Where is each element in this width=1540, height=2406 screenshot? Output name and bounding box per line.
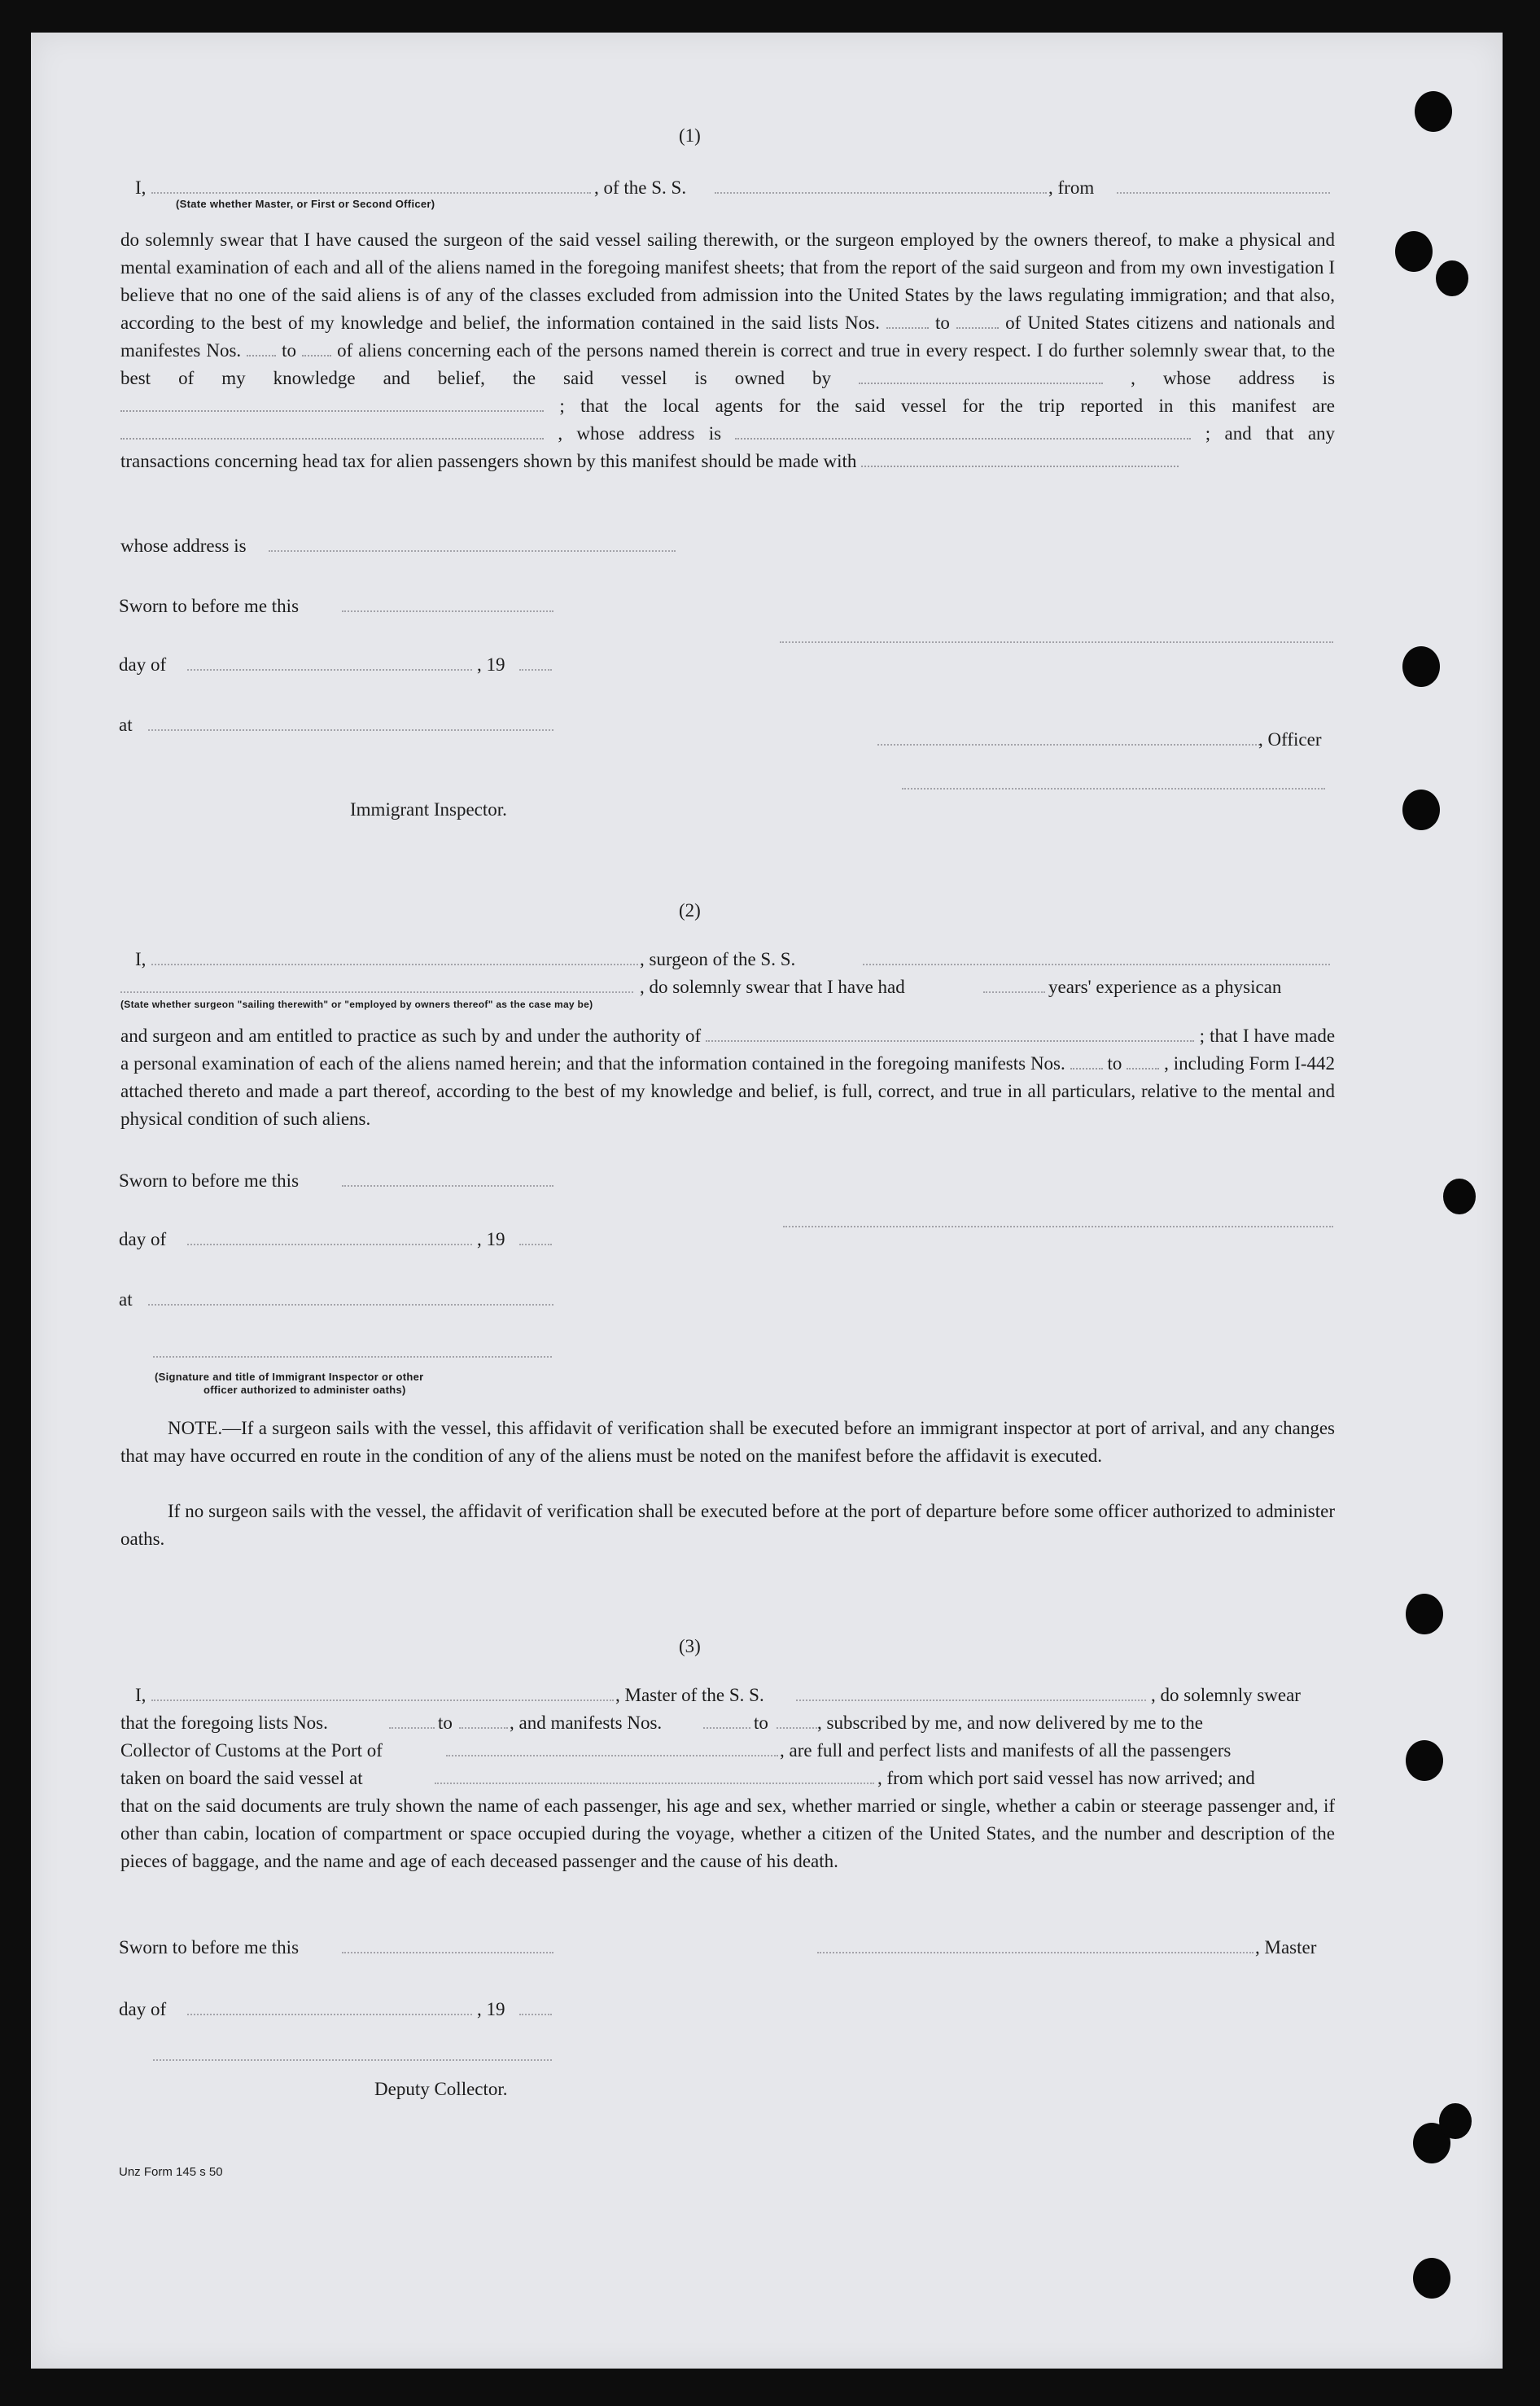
s1-dayof: day of — [119, 654, 167, 675]
punch-hole — [1402, 790, 1440, 830]
s2-inspector-line — [153, 1356, 552, 1358]
s2-i: I, — [135, 949, 147, 969]
s3-subscribed: , subscribed by me, and now delivered by me to the — [817, 1713, 1203, 1733]
s1-owner-blank — [859, 365, 1103, 384]
s2-note-p1: NOTE.—If a surgeon sails with the vessel, this affidavit of verification shall be executed before an immigrant inspector at port of arrival, and any changes that may have occurred en route in the condition of any of the aliens must be noted on the manifest before the affidavit is executed. — [120, 1418, 1335, 1466]
s3-dayof: day of — [119, 1999, 167, 2019]
s3-master-sig: , Master — [1255, 1937, 1317, 1958]
s1-manifests-to-blank — [302, 337, 331, 357]
punch-hole — [1443, 1179, 1476, 1214]
s2-note-p2: If no surgeon sails with the vessel, the affidavit of verification shall be executed before at the port of departure before some officer authorized to administer oaths. — [120, 1501, 1335, 1549]
s1-headtax-blank — [861, 448, 1179, 467]
s1-officer-line — [877, 744, 1260, 746]
s2-sig-note-2: officer authorized to administer oaths) — [203, 1384, 406, 1396]
s1-at-line — [148, 729, 553, 731]
s1-i: I, — [135, 177, 147, 198]
punch-hole — [1436, 260, 1468, 296]
s3-manifests-from-line — [703, 1727, 750, 1729]
s3-swear: , do solemnly swear — [1151, 1685, 1301, 1705]
s1-trans: ; and that any transactions concerning head tax for alien passengers shown by this manifest should be made with — [120, 423, 1336, 471]
s1-whose3: whose address is — [120, 536, 247, 556]
s3-collector: Collector of Customs at the Port of — [120, 1740, 383, 1761]
s1-ship-line — [715, 192, 1047, 194]
s3-year-line — [519, 2014, 552, 2015]
s1-whose2: , whose address is — [558, 423, 722, 444]
s3-lists: that the foregoing lists Nos. — [120, 1713, 328, 1733]
s2-day-line — [187, 1244, 472, 1245]
s2-nineteen: , 19 — [477, 1229, 505, 1249]
s3-sworn: Sworn to before me this — [119, 1937, 300, 1958]
punch-hole — [1439, 2103, 1472, 2139]
s2-ship-line — [863, 964, 1330, 965]
punch-hole — [1406, 1740, 1443, 1781]
s1-at: at — [119, 715, 133, 735]
s2-years: years' experience as a physican — [1048, 977, 1282, 997]
s1-body-b: of United States citizens and nationals and manifestes Nos. — [120, 313, 1336, 361]
s1-sig-line-1 — [780, 641, 1333, 643]
s1-agents: ; that the local agents for the said vessel for the trip reported in this manifest are — [559, 396, 1336, 416]
s3-lists-from-line — [389, 1727, 435, 1729]
s2-surgeon-note: (State whether surgeon "sailing therewith" or "employed by owners thereof" as the case may be) — [120, 999, 593, 1010]
punch-hole — [1415, 91, 1452, 132]
section-2-number: (2) — [679, 900, 701, 921]
form-page — [31, 33, 1503, 2369]
s3-manifests-to-line — [777, 1727, 817, 1729]
s3-deputy-line — [153, 2059, 552, 2061]
s3-master-line — [817, 1952, 1253, 1953]
s1-nineteen: , 19 — [477, 654, 505, 675]
s2-at: at — [119, 1289, 133, 1310]
s3-to1: to — [438, 1713, 453, 1733]
s1-sworn: Sworn to before me this — [119, 596, 300, 616]
s3-taken-line — [435, 1783, 874, 1784]
s1-to2: to — [282, 340, 297, 361]
s1-from: , from — [1048, 177, 1095, 198]
s2-semicolon: ; — [1199, 1026, 1205, 1046]
s3-i: I, — [135, 1685, 147, 1705]
s2-years-line — [983, 991, 1045, 993]
s1-lists-to-blank — [956, 309, 999, 329]
s2-year-line — [519, 1244, 552, 1245]
s3-full: , are full and perfect lists and manifests of all the passengers — [780, 1740, 1232, 1761]
s3-ship-line — [796, 1700, 1146, 1701]
s1-body-c: of aliens concerning each of the persons named therein is correct and true in every respect. I do further solemnly swear that, to the best of my knowledge and belief, the said vessel is owned by — [120, 340, 1336, 388]
s2-body — [120, 1022, 1335, 1133]
s3-body: that on the said documents are truly shown the name of each passenger, his age and sex, whether married or single, whether a cabin or steerage passenger and, if other than cabin, location of compartment or space occupied during the voyage, whether a citizen of the United States, and the number and description of the pieces of baggage, and the name and age of each deceased passenger and the cause of his death. — [120, 1796, 1335, 1871]
s2-surgeon-type-line — [120, 991, 633, 993]
s2-surgeon: , surgeon of the S. S. — [640, 949, 796, 969]
s1-officer: , Officer — [1258, 729, 1322, 750]
s1-sig-line-2 — [902, 788, 1325, 790]
s2-to: to — [1107, 1053, 1122, 1074]
s1-manifests-from-blank — [247, 337, 276, 357]
s3-nineteen: , 19 — [477, 1999, 505, 2019]
s1-lists-from-blank — [886, 309, 929, 329]
s2-name-line — [151, 964, 638, 965]
punch-hole — [1395, 231, 1433, 272]
s3-from-port: , from which port said vessel has now arrived; and — [877, 1768, 1255, 1788]
punch-hole — [1402, 646, 1440, 687]
s3-port-line — [446, 1755, 778, 1756]
s2-body-c: , including Form I-442 attached thereto and made a part thereof, according to the best of my knowledge and belief, is full, correct, and true in all particulars, relative to the mental and physical condition of such aliens. — [120, 1053, 1336, 1129]
s2-sworn-line — [342, 1185, 553, 1187]
s2-body-b: that I have made a personal examination of each of the aliens named herein; and that the information contained in the foregoing manifests Nos. — [120, 1026, 1336, 1074]
s3-lists-to-line — [459, 1727, 508, 1729]
s2-body-a: and surgeon and am entitled to practice as such by and under the authority of — [120, 1026, 702, 1046]
s3-sworn-line — [342, 1952, 553, 1953]
s1-whose3-line — [269, 550, 676, 552]
section-3-number: (3) — [679, 1636, 701, 1656]
s2-swear: , do solemnly swear that I have had — [640, 977, 905, 997]
s3-taken: taken on board the said vessel at — [120, 1768, 363, 1788]
s1-inspector: Immigrant Inspector. — [350, 799, 507, 820]
s3-master: , Master of the S. S. — [615, 1685, 764, 1705]
s2-sig-line — [783, 1226, 1333, 1227]
s1-officer-note: (State whether Master, or First or Second Officer) — [176, 198, 435, 210]
s3-to2: to — [754, 1713, 768, 1733]
s1-to1: to — [935, 313, 950, 333]
s2-sig-note-1: (Signature and title of Immigrant Inspector or other — [155, 1371, 424, 1383]
s1-body — [120, 226, 1335, 475]
s1-of-ss: , of the S. S. — [594, 177, 687, 198]
s1-whose1: , whose address is — [1131, 368, 1336, 388]
s3-manifests: , and manifests Nos. — [510, 1713, 663, 1733]
punch-hole — [1413, 2258, 1450, 2299]
s1-from-line — [1117, 192, 1330, 194]
section-1-number: (1) — [679, 125, 701, 146]
form-footer: Unz Form 145 s 50 — [119, 2165, 223, 2179]
s3-day-line — [187, 2014, 472, 2015]
s1-name-line — [151, 192, 591, 194]
s2-at-line — [148, 1304, 553, 1306]
s2-manifests-to-blank — [1127, 1050, 1159, 1070]
s1-body-a: do solemnly swear that I have caused the surgeon of the said vessel sailing therewith, or the surgeon employed by the owners thereof, to make a physical and mental examination of each and all of the aliens named in the foregoing manifest sheets; that from the report of the said surgeon and from my own investigation I believe that no one of the said aliens is of any of the classes excluded from admission into the United States by the laws regulating immigration; and that also, according to the best of my knowledge and belief, the information contained in the said lists Nos. — [120, 230, 1335, 333]
s1-year-line — [519, 669, 552, 671]
s1-agents-blank — [120, 420, 544, 440]
s1-day-line — [187, 669, 472, 671]
s1-owner-address-blank — [120, 392, 544, 412]
s1-agents-address-blank — [735, 420, 1191, 440]
s2-sworn: Sworn to before me this — [119, 1170, 300, 1191]
s2-dayof: day of — [119, 1229, 167, 1249]
s2-manifests-from-blank — [1070, 1050, 1103, 1070]
s3-deputy: Deputy Collector. — [374, 2079, 508, 2099]
punch-hole — [1406, 1594, 1443, 1634]
s3-name-line — [151, 1700, 614, 1701]
s2-authority-blank — [706, 1022, 1194, 1042]
s1-sworn-line — [342, 610, 553, 612]
